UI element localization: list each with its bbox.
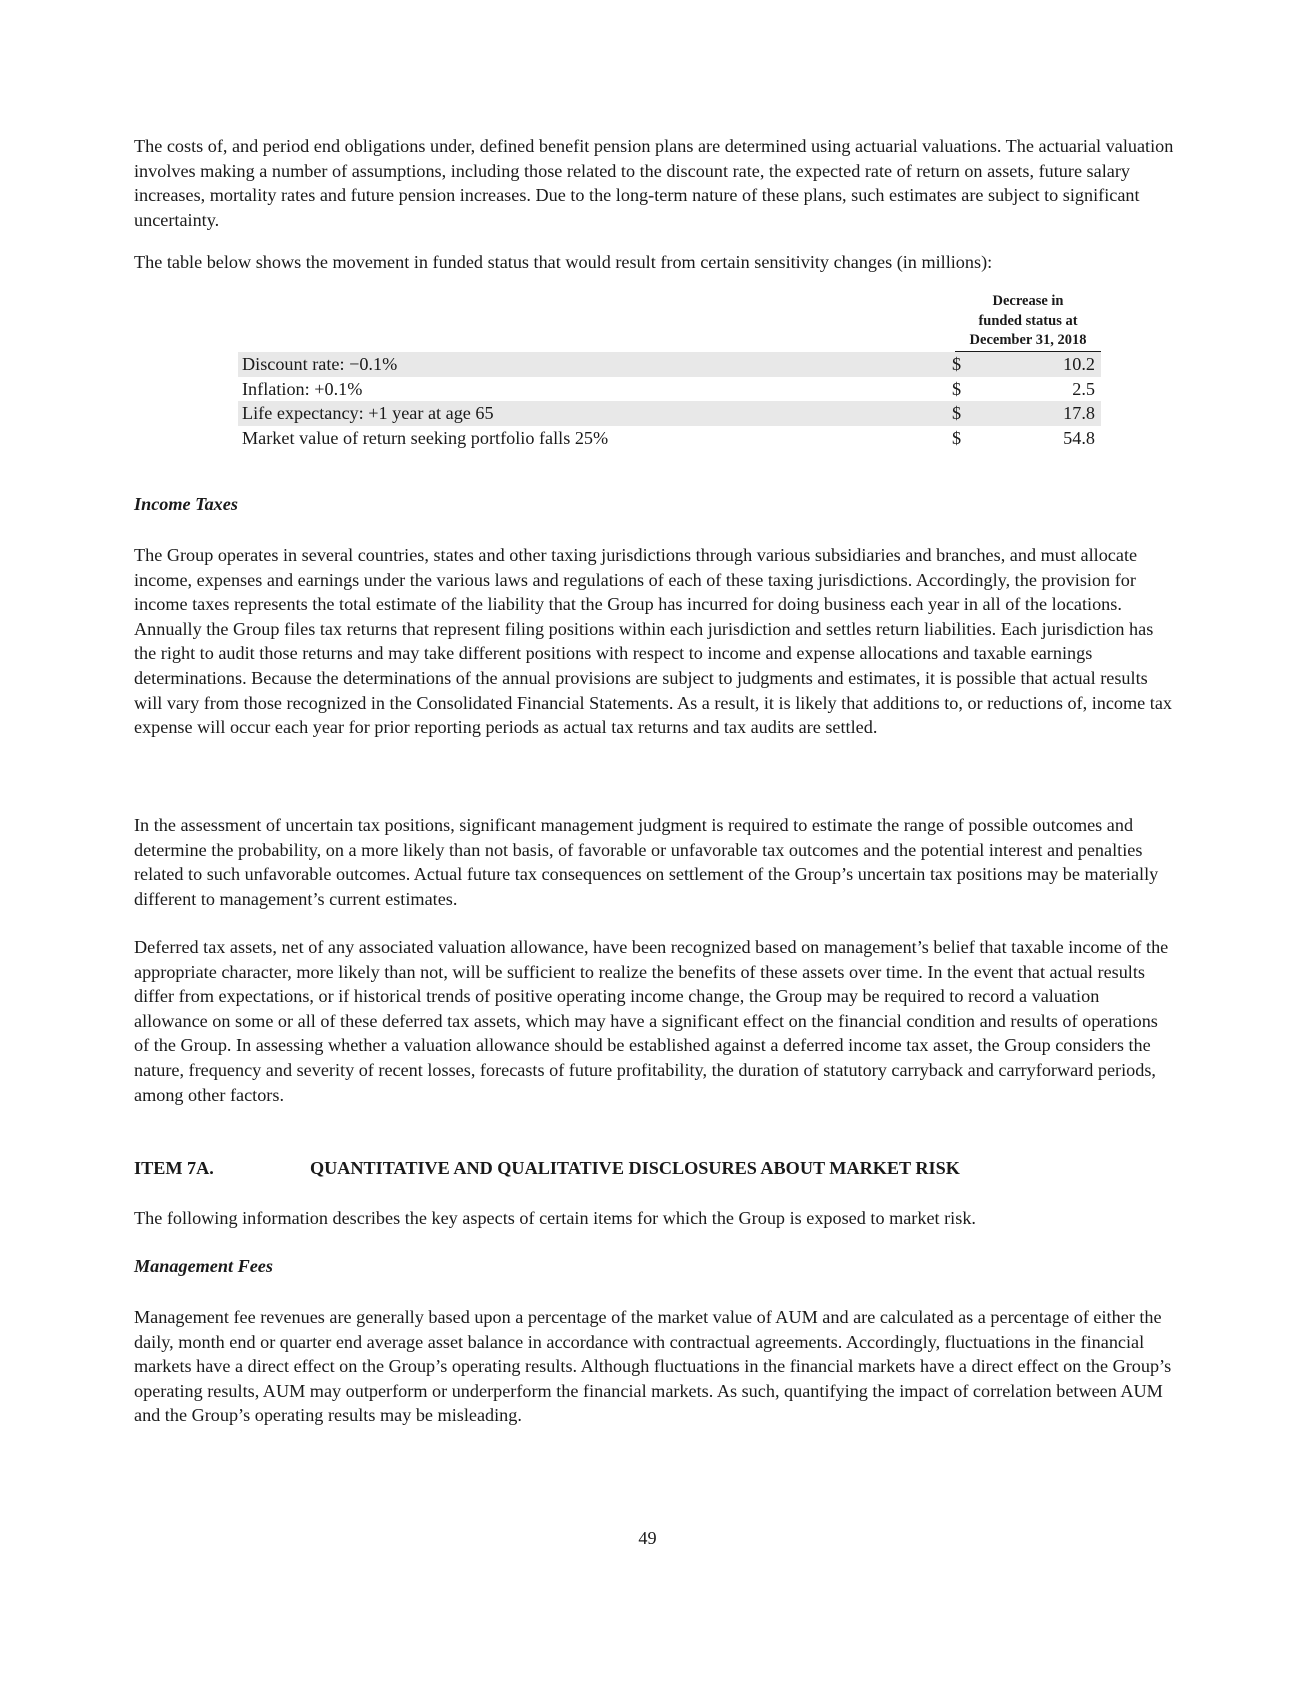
table-intro-paragraph: The table below shows the movement in funded status that would result from certain sensitivity changes (in millions): (134, 252, 993, 273)
item-number: ITEM 7A. (134, 1158, 214, 1178)
row-currency: $ (952, 401, 982, 426)
item-title: QUANTITATIVE AND QUALITATIVE DISCLOSURES ABOUT MARKET RISK (310, 1158, 960, 1178)
row-currency: $ (952, 352, 982, 377)
row-label: Discount rate: −0.1% (238, 352, 952, 377)
row-value: 2.5 (1072, 378, 1095, 399)
column-header-line-1: Decrease in (992, 293, 1064, 309)
sensitivity-table-body (238, 352, 1101, 450)
column-header-line-3: December 31, 2018 (969, 332, 1087, 348)
income-taxes-heading: Income Taxes (134, 494, 238, 514)
pension-section (134, 134, 1174, 275)
row-label: Inflation: +0.1% (242, 378, 363, 399)
income-taxes-paragraph-3: Deferred tax assets, net of any associated valuation allowance, have been recognized based on management’s belief that taxable income of the appropriate character, more likely than not, will be sufficient to realize the benefits of these assets over time. In the event that actual results differ from expectations, or if historical trends of positive operating income change, the Group may be required to record a valuation allowance on some or all of these deferred tax assets, which may have a significant effect on the financial condition and results of operations of the Group. In assessing whether a valuation allowance should be established against a deferred income tax asset, the Group considers the nature, frequency and severity of recent losses, forecasts of future profitability, the duration of statutory carryback and carryforward periods, among other factors. (134, 937, 1169, 1105)
row-value: 10.2 (982, 352, 1101, 377)
row-label: Life expectancy: +1 year at age 65 (238, 401, 952, 426)
column-header (955, 292, 1101, 352)
table-row (238, 426, 1101, 451)
management-fees-section (134, 1305, 1174, 1428)
income-taxes-section-3 (134, 935, 1174, 1107)
income-taxes-paragraph-2: In the assessment of uncertain tax positions, significant management judgment is required to estimate the range of possible outcomes and determine the probability, on a more likely than not basis, of favorable or unfavorable tax outcomes and the potential interest and penalties related to such unfavorable outcomes. Actual future tax consequences on settlement of the Group’s uncertain tax positions may be materially different to management’s current estimates. (134, 815, 1159, 909)
row-currency: $ (952, 378, 962, 399)
row-value: 54.8 (1063, 427, 1095, 448)
row-label: Market value of return seeking portfolio falls 25% (242, 427, 609, 448)
table-row (238, 401, 1101, 426)
pension-intro-paragraph: The costs of, and period end obligations under, defined benefit pension plans are determined using actuarial valuations. The actuarial valuation involves making a number of assumptions, including those related to the discount rate, the expected rate of return on assets, future salary increases, mortality rates and future pension increases. Due to the long-term nature of these plans, such estimates are subject to significant uncertainty. (134, 136, 1174, 230)
management-fees-paragraph: Management fee revenues are generally based upon a percentage of the market value of AUM and are calculated as a percentage of either the daily, month end or quarter end average asset balance in accordance with contractual agreements. Accordingly, fluctuations in the financial markets have a direct effect on the Group’s operating results. Although fluctuations in the financial markets have a direct effect on the Group’s operating results, AUM may outperform or underperform the financial markets. As such, quantifying the impact of correlation between AUM and the Group’s operating results may be misleading. (134, 1307, 1172, 1426)
table-row (238, 352, 1101, 377)
income-taxes-paragraph-1: The Group operates in several countries, states and other taxing jurisdictions through various subsidiaries and branches, and must allocate income, expenses and earnings under the various laws and regulations of each of these taxing jurisdictions. Accordingly, the provision for income taxes represents the total estimate of the liability that the Group has incurred for doing business each year in all of the locations. Annually the Group files tax returns that represent filing positions within each jurisdiction and settles return liabilities. Each jurisdiction has the right to audit those returns and may take different positions with respect to income and expense allocations and taxable earnings determinations. Because the determinations of the annual provisions are subject to judgments and estimates, it is possible that actual results will vary from those recognized in the Consolidated Financial Statements. As a result, it is likely that additions to, or reductions of, income tax expense will occur each year for prior reporting periods as actual tax returns and tax audits are settled. (134, 545, 1172, 738)
income-taxes-section (134, 543, 1174, 740)
market-risk-intro-section (134, 1206, 1174, 1231)
row-value: 17.8 (982, 401, 1101, 426)
table-row (238, 377, 1101, 402)
management-fees-heading: Management Fees (134, 1256, 273, 1276)
income-taxes-section-2 (134, 813, 1174, 911)
page-number: 49 (638, 1528, 657, 1548)
market-risk-intro-paragraph: The following information describes the key aspects of certain items for which the Group is exposed to market risk. (134, 1208, 976, 1228)
column-header-line-2: funded status at (978, 312, 1078, 329)
row-currency: $ (952, 427, 962, 448)
